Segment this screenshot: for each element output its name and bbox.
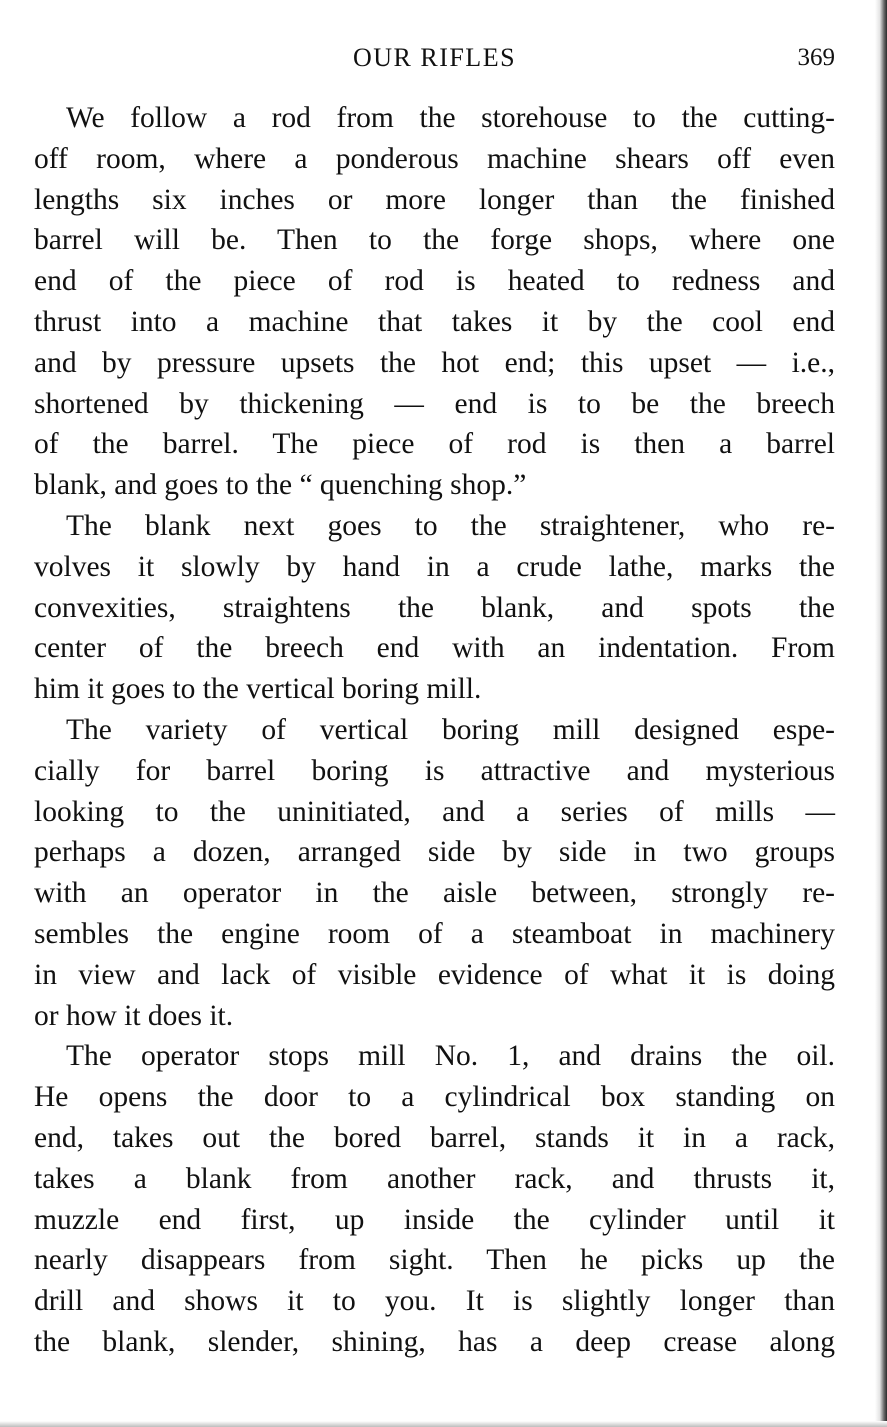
text-line: barrel will be. Then to the forge shops, where one: [34, 224, 835, 257]
text-line: nearly disappears from sight. Then he picks up the: [34, 1244, 835, 1277]
text-line: volves it slowly by hand in a crude lathe, marks the: [34, 550, 835, 583]
text-line: and by pressure upsets the hot end; this upset — i.e.,: [34, 346, 835, 379]
text-line: looking to the uninitiated, and a series of mills —: [34, 795, 835, 828]
paragraph: [34, 506, 835, 710]
text-line: drill and shows it to you. It is slightly longer than: [34, 1285, 835, 1318]
text-line: perhaps a dozen, arranged side by side in two groups: [34, 836, 835, 869]
page-header: [34, 42, 835, 74]
text-line: The operator stops mill No. 1, and drains the oil.: [66, 1040, 835, 1073]
text-line: He opens the door to a cylindrical box standing on: [34, 1081, 835, 1114]
text-line: of the barrel. The piece of rod is then a barrel: [34, 428, 835, 461]
page-bottom-edge: [0, 1421, 887, 1427]
text-line: end, takes out the bored barrel, stands it in a rack,: [34, 1121, 835, 1154]
text-line: center of the breech end with an indentation. From: [34, 632, 835, 665]
text-line: The variety of vertical boring mill designed espe-: [66, 713, 835, 746]
text-line: lengths six inches or more longer than the finished: [34, 183, 835, 216]
text-line: muzzle end first, up inside the cylinder until it: [34, 1203, 835, 1236]
text-line: with an operator in the aisle between, strongly re-: [34, 877, 835, 910]
text-line: blank, and goes to the “ quenching shop.”: [34, 469, 527, 502]
text-line: shortened by thickening — end is to be the breech: [34, 387, 835, 420]
text-line: in view and lack of visible evidence of what it is doing: [34, 958, 835, 991]
text-line: cially for barrel boring is attractive and mysterious: [34, 754, 835, 787]
body-text: [34, 98, 835, 1363]
text-line: takes a blank from another rack, and thrusts it,: [34, 1162, 835, 1195]
paragraph: [34, 98, 835, 506]
paragraph: [34, 1036, 835, 1362]
text-line: We follow a rod from the storehouse to the cutting-: [66, 102, 835, 134]
text-line: sembles the engine room of a steamboat in machinery: [34, 917, 835, 950]
text-line: convexities, straightens the blank, and spots the: [34, 591, 835, 624]
text-line: end of the piece of rod is heated to redness and: [34, 265, 835, 298]
running-title: OUR RIFLES: [352, 43, 517, 72]
page-edge-shadow: [875, 0, 887, 1427]
text-line: thrust into a machine that takes it by the cool end: [34, 305, 835, 338]
text-line: the blank, slender, shining, has a deep crease along: [34, 1325, 835, 1358]
text-line: him it goes to the vertical boring mill.: [34, 673, 482, 706]
page-number: 369: [797, 44, 835, 71]
paragraph: [34, 710, 835, 1036]
text-line: or how it does it.: [34, 999, 234, 1032]
text-line: off room, where a ponderous machine shears off even: [34, 142, 835, 175]
text-line: The blank next goes to the straightener, who re-: [66, 509, 835, 542]
